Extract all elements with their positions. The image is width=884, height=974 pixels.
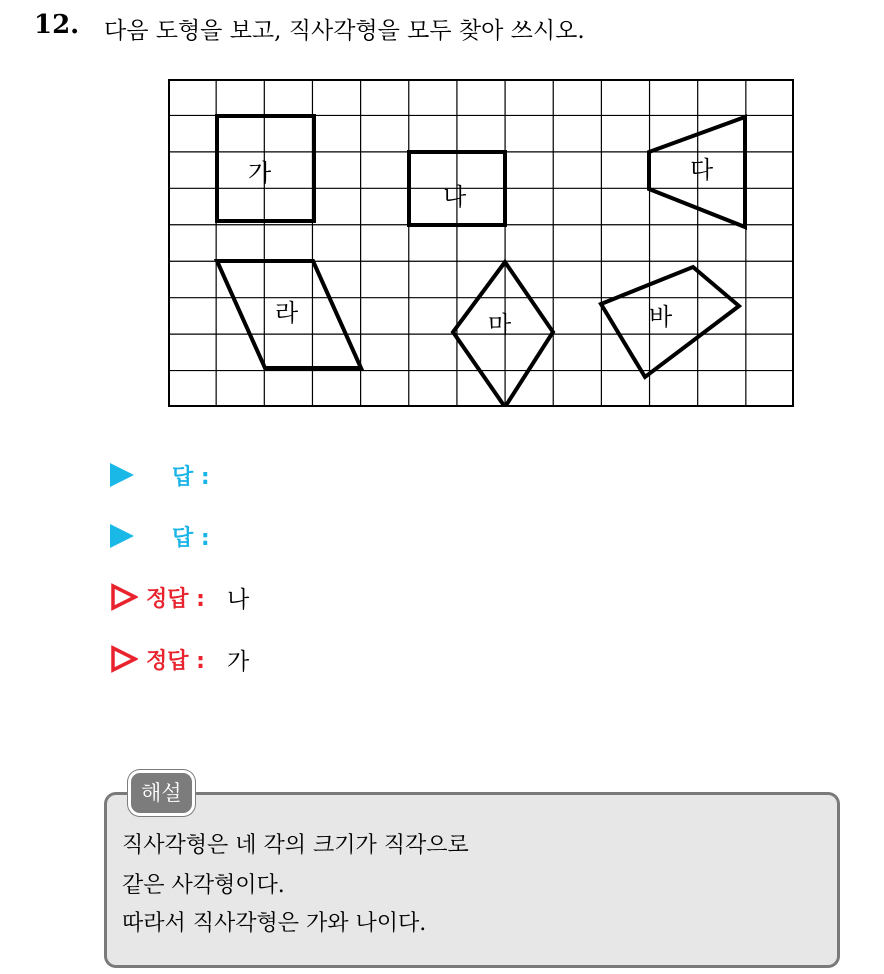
answer-label: 답 :	[172, 525, 210, 551]
shape-label-ma: 마	[488, 311, 512, 339]
explanation-line-3: 따라서 직사각형은 가와 나이다.	[122, 911, 427, 936]
correct-answer-label: 정답 :	[146, 648, 205, 674]
shape-label-ba: 바	[649, 303, 673, 331]
correct-answer-row-1	[110, 580, 249, 614]
explanation-line-2: 같은 사각형이다.	[122, 873, 285, 898]
answer-row-1	[110, 458, 232, 492]
correct-answer-row-2	[110, 642, 249, 676]
explanation-tab: 해설	[128, 770, 195, 816]
play-arrow-icon	[110, 524, 134, 548]
shape-label-da: 다	[690, 156, 714, 184]
outline-arrow-icon	[110, 645, 138, 673]
shape-label-na: 나	[443, 183, 467, 211]
shape-label-ra: 라	[275, 299, 299, 327]
question-number: 12.	[34, 10, 80, 40]
play-arrow-icon	[110, 463, 134, 487]
shapes-figure	[168, 79, 794, 407]
answer-row-2	[110, 519, 232, 553]
answer-label: 답 :	[172, 464, 210, 490]
outline-arrow-icon	[110, 583, 138, 611]
explanation-line-1: 직사각형은 네 각의 크기가 직각으로	[122, 833, 469, 858]
correct-answer-label: 정답 :	[146, 586, 205, 612]
question-text: 다음 도형을 보고, 직사각형을 모두 찾아 쓰시오.	[104, 18, 585, 44]
shape-label-ga: 가	[248, 159, 272, 187]
correct-answer-value: 나	[226, 586, 250, 613]
correct-answer-value: 가	[226, 648, 250, 675]
